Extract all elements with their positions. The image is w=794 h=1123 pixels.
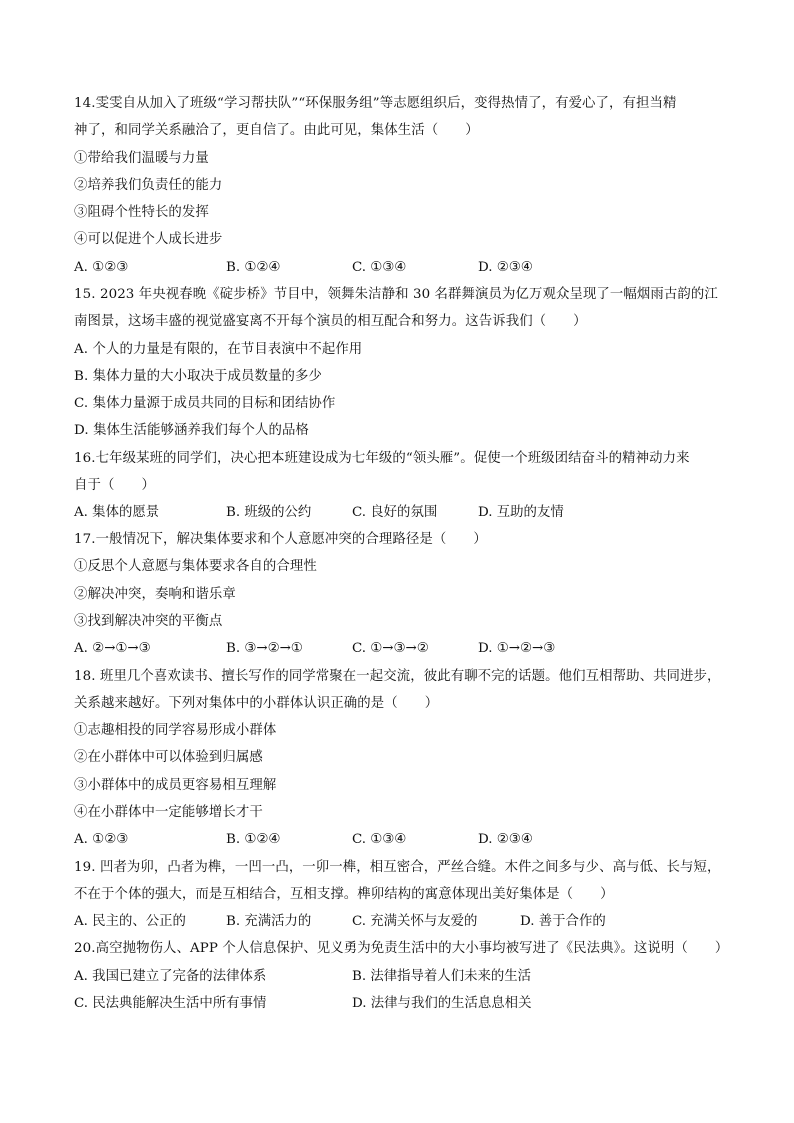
q18-stem: 18. 班里几个喜欢读书、擅长写作的同学常聚在一起交流，彼此有聊不完的话题。他们互相帮助、共同进步， <box>74 669 721 684</box>
q14-item: ③阻碍个性特长的发挥 <box>74 205 209 220</box>
q14-option-c[interactable]: C. ①③④ <box>352 260 407 275</box>
q18-option-b[interactable]: B. ①②④ <box>226 832 281 847</box>
q17-stem: 17.一般情况下，解决集体要求和个人意愿冲突的合理路径是（ ） <box>74 532 487 547</box>
q17-option-a[interactable]: A. ②→①→③ <box>74 641 151 656</box>
q18-option-a[interactable]: A. ①②③ <box>74 832 129 847</box>
q15-option-b[interactable]: B. 集体力量的大小取决于成员数量的多少 <box>74 369 322 384</box>
q15-option-c[interactable]: C. 集体力量源于成员共同的目标和团结协作 <box>74 396 336 411</box>
q19-option-b[interactable]: B. 充满活力的 <box>226 914 312 929</box>
q14-item: ②培养我们负责任的能力 <box>74 178 223 193</box>
q18-item: ③小群体中的成员更容易相互理解 <box>74 778 277 793</box>
q19-option-c[interactable]: C. 充满关怀与友爱的 <box>352 914 478 929</box>
q18-item: ①志趣相投的同学容易形成小群体 <box>74 723 277 738</box>
q16-option-b[interactable]: B. 班级的公约 <box>226 505 312 520</box>
q20-option-d[interactable]: D. 法律与我们的生活息息相关 <box>352 996 532 1011</box>
q17-item: ①反思个人意愿与集体要求各自的合理性 <box>74 559 317 574</box>
q15-option-a[interactable]: A. 个人的力量是有限的，在节目表演中不起作用 <box>74 342 363 357</box>
q14-stem: 14.雯雯自从加入了班级“学习帮扶队”“环保服务组”等志愿组织后，变得热情了，有爱心了，有担当精 <box>74 96 677 111</box>
q16-stem-cont: 自于（ ） <box>74 478 155 493</box>
q18-stem-cont: 关系越来越好。下列对集体中的小群体认识正确的是（ ） <box>74 696 439 711</box>
q16-option-c[interactable]: C. 良好的氛围 <box>352 505 438 520</box>
q19-option-a[interactable]: A. 民主的、公正的 <box>74 914 186 929</box>
q17-option-d[interactable]: D. ①→②→③ <box>478 641 556 656</box>
q14-option-b[interactable]: B. ①②④ <box>226 260 281 275</box>
q16-option-d[interactable]: D. 互助的友情 <box>478 505 564 520</box>
q19-stem-cont: 不在于个体的强大，而是互相结合，互相支撑。榫卯结构的寓意体现出美好集体是（ ） <box>74 887 614 902</box>
q14-item: ①带给我们温暖与力量 <box>74 151 209 166</box>
q14-stem-cont: 神了，和同学关系融洽了，更自信了。由此可见，集体生活（ ） <box>74 123 479 138</box>
q15-stem-cont: 南图景，这场丰盛的视觉盛宴离不开每个演员的相互配合和努力。这告诉我们（ ） <box>74 314 587 329</box>
q16-stem: 16.七年级某班的同学们，决心把本班建设成为七年级的“领头雁”。促使一个班级团结奋斗的精神动力来 <box>74 451 690 466</box>
q18-item: ④在小群体中一定能够增长才干 <box>74 805 263 820</box>
q19-option-d[interactable]: D. 善于合作的 <box>520 914 606 929</box>
q14-option-d[interactable]: D. ②③④ <box>478 260 533 275</box>
q20-option-c[interactable]: C. 民法典能解决生活中所有事情 <box>74 996 267 1011</box>
q19-stem: 19. 凹者为卯，凸者为榫，一凹一凸，一卯一榫，相互密合，严丝合缝。木件之间多与少、高与低、长与短， <box>74 860 721 875</box>
q17-item: ②解决冲突，奏响和谐乐章 <box>74 587 236 602</box>
q20-option-b[interactable]: B. 法律指导着人们未来的生活 <box>352 969 532 984</box>
q16-option-a[interactable]: A. 集体的愿景 <box>74 505 160 520</box>
q17-option-c[interactable]: C. ①→③→② <box>352 641 429 656</box>
q18-option-c[interactable]: C. ①③④ <box>352 832 407 847</box>
q15-stem: 15. 2023 年央视春晚《碇步桥》节目中，领舞朱洁静和 30 名群舞演员为亿万观众呈现了一幅烟雨古韵的江 <box>74 287 718 302</box>
q18-option-d[interactable]: D. ②③④ <box>478 832 533 847</box>
q20-option-a[interactable]: A. 我国已建立了完备的法律体系 <box>74 969 267 984</box>
q17-item: ③找到解决冲突的平衡点 <box>74 614 223 629</box>
q18-item: ②在小群体中可以体验到归属感 <box>74 750 263 765</box>
q17-option-b[interactable]: B. ③→②→① <box>226 641 303 656</box>
q14-option-a[interactable]: A. ①②③ <box>74 260 129 275</box>
q20-stem: 20.高空抛物伤人、APP 个人信息保护、见义勇为免责生活中的大小事均被写进了《民法典》。这说明（ ） <box>74 941 729 956</box>
q14-item: ④可以促进个人成长进步 <box>74 232 223 247</box>
q15-option-d[interactable]: D. 集体生活能够涵养我们每个人的品格 <box>74 423 309 438</box>
